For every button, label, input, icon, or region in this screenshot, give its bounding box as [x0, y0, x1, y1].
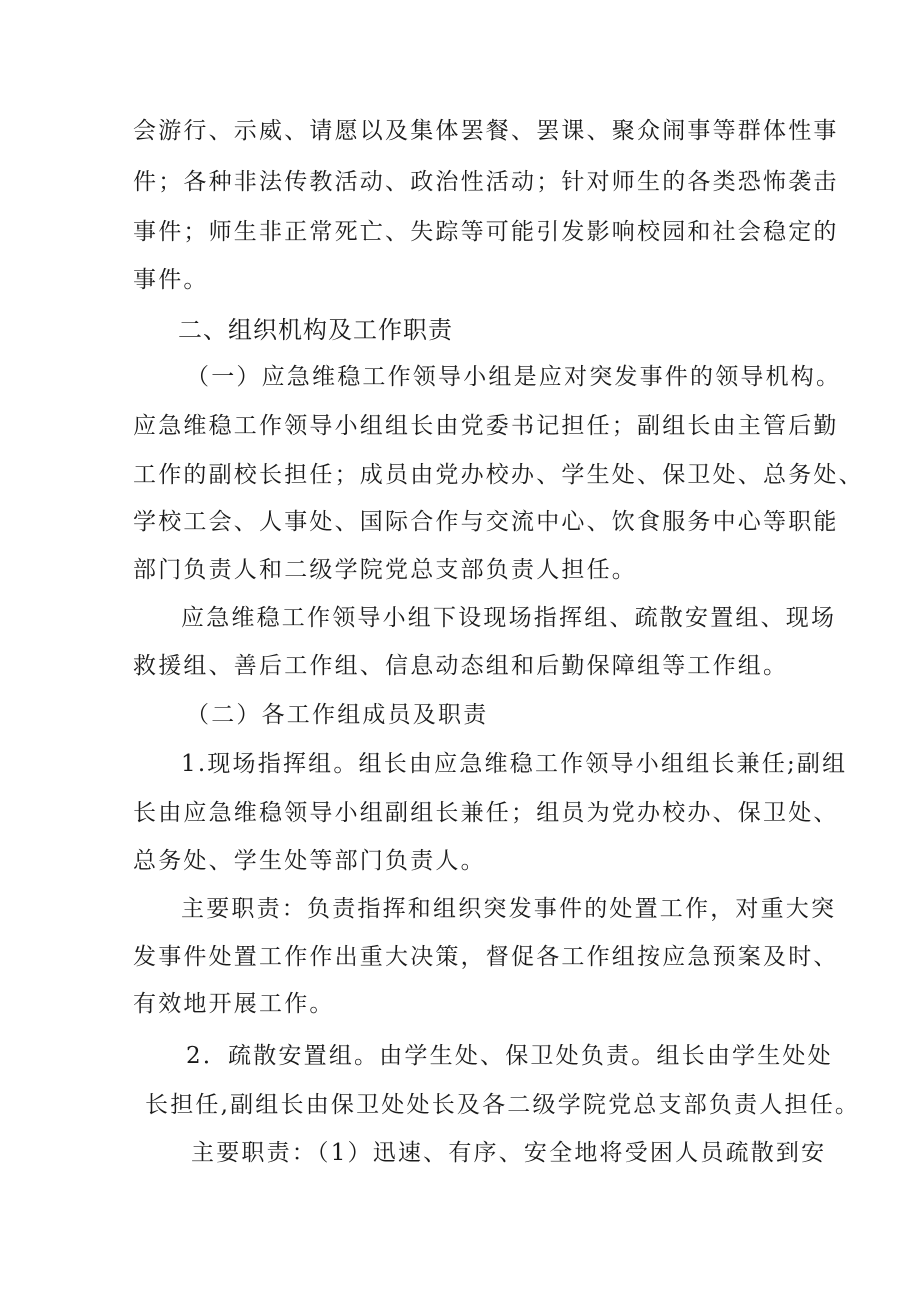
- body-text-line: 1.现场指挥组。组长由应急维稳工作领导小组组长兼任;副组: [181, 751, 848, 777]
- body-text-line: 主要职责：负责指挥和组织突发事件的处置工作，对重大突: [181, 896, 837, 922]
- body-text-line: 事件。: [133, 267, 209, 293]
- body-text-line: 学校工会、人事处、国际合作与交流中心、饮食服务中心等职能: [133, 509, 839, 535]
- subsection-heading: （二）各工作组成员及职责: [186, 702, 489, 728]
- body-text-line: 2．疏散安置组。由学生处、保卫处负责。组长由学生处处: [186, 1043, 833, 1069]
- body-text-line: 主要职责：（1）迅速、有序、安全地将受困人员疏散到安: [191, 1140, 827, 1166]
- body-text-line: 总务处、学生处等部门负责人。: [133, 848, 486, 874]
- body-text-line: 事件；师生非正常死亡、失踪等可能引发影响校园和社会稳定的: [133, 219, 839, 245]
- body-text-line: 会游行、示威、请愿以及集体罢餐、罢课、聚众闹事等群体性事: [133, 118, 839, 144]
- body-text-line: 救援组、善后工作组、信息动态组和后勤保障组等工作组。: [133, 653, 789, 679]
- body-text-line: 长由应急维稳领导小组副组长兼任；组员为党办校办、保卫处、: [133, 800, 839, 826]
- section-heading: 二、组织机构及工作职责: [178, 316, 453, 344]
- body-text-line: 发事件处置工作作出重大决策，督促各工作组按应急预案及时、: [133, 944, 839, 970]
- body-text-line: 件；各种非法传教活动、政治性活动；针对师生的各类恐怖袭击: [133, 169, 839, 195]
- body-text-line: 应急维稳工作领导小组组长由党委书记担任；副组长由主管后勤: [133, 413, 839, 439]
- body-text-line: 长担任,副组长由保卫处处长及各二级学院党总支部负责人担任。: [145, 1092, 861, 1118]
- body-text-line: 工作的副校长担任；成员由党办校办、学生处、保卫处、总务处、: [133, 462, 864, 488]
- subsection-heading: （一）应急维稳工作领导小组是应对突发事件的领导机构。: [186, 364, 842, 390]
- body-text-line: 应急维稳工作领导小组下设现场指挥组、疏散安置组、现场: [181, 605, 837, 631]
- body-text-line: 部门负责人和二级学院党总支部负责人担任。: [133, 557, 637, 583]
- body-text-line: 有效地开展工作。: [133, 991, 335, 1017]
